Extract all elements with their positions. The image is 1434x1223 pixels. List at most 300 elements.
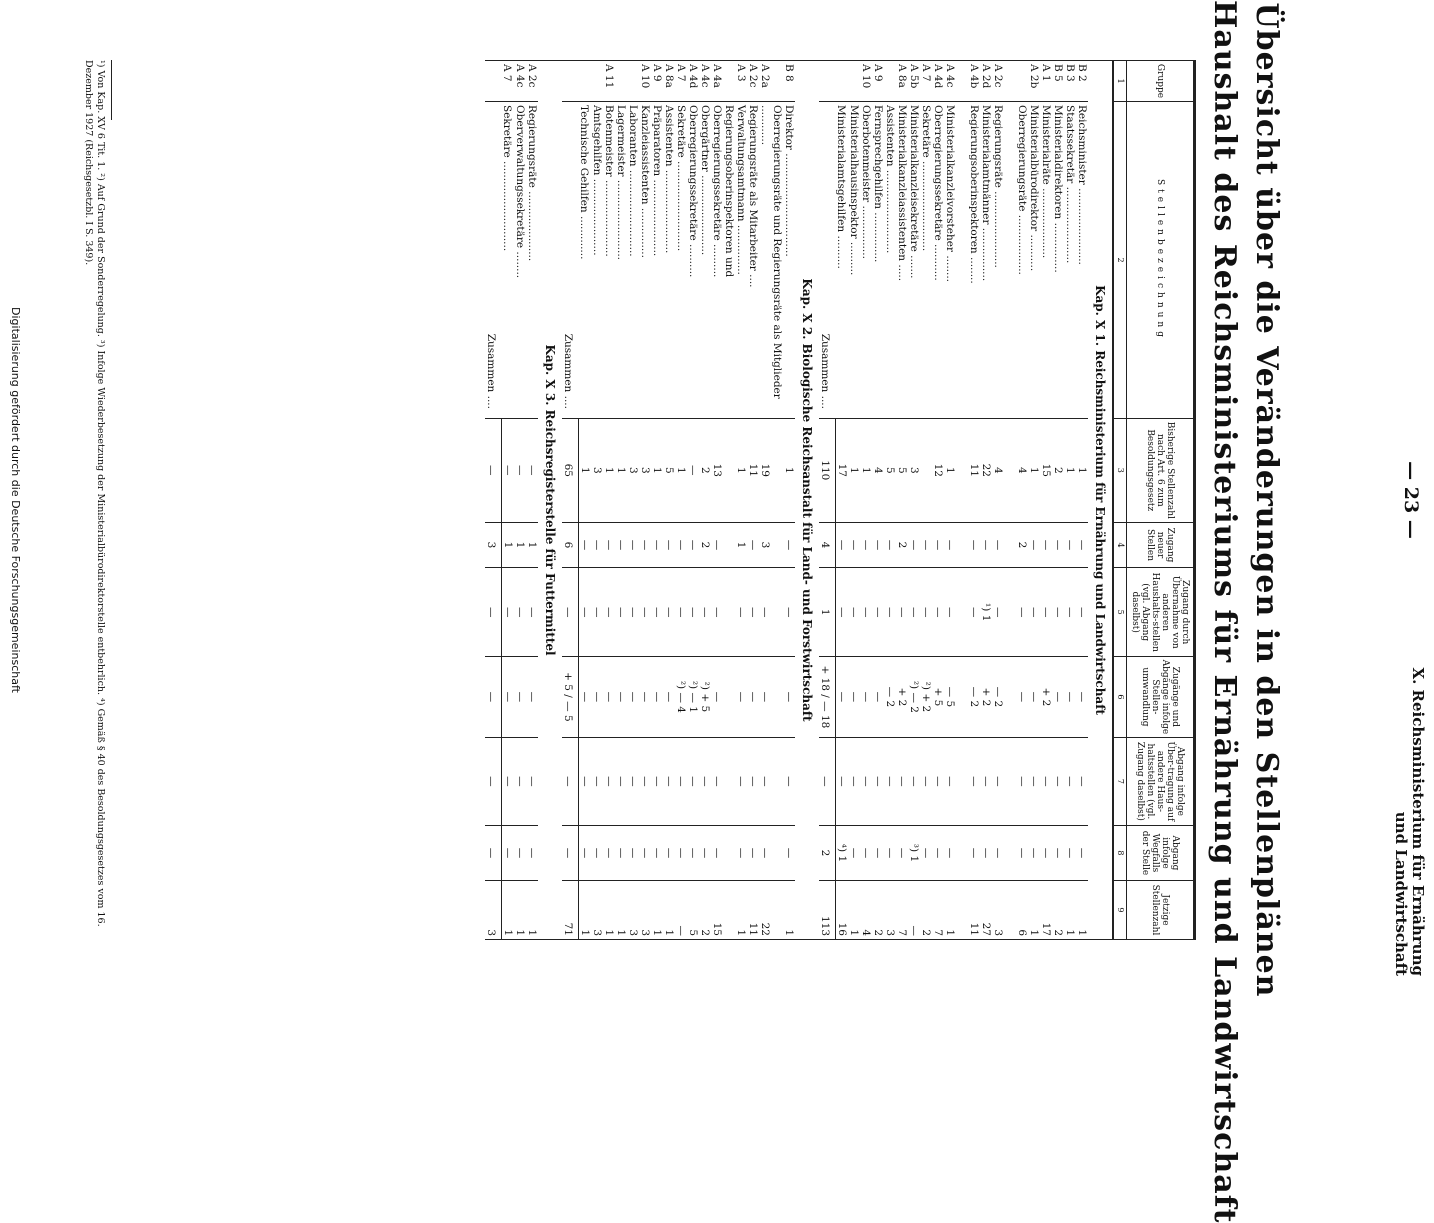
cell-jetzige: —	[675, 880, 687, 939]
cell-jetzige	[956, 880, 968, 939]
cell-bisherige: 12	[932, 419, 944, 523]
table-row	[896, 61, 908, 940]
cell-umwandlung: + 5	[932, 657, 944, 738]
cell-zugang-uebernahme: —	[896, 568, 908, 657]
sum-cell-abgang-wegfall: —	[562, 825, 579, 880]
table-row	[502, 61, 515, 940]
cell-zugang-uebernahme: —	[759, 568, 783, 657]
cell-umwandlung	[1004, 657, 1016, 738]
cell-abgang-uebertragung: —	[735, 737, 747, 825]
cell-gruppe: A 2c	[747, 61, 759, 102]
cell-bisherige: 11	[968, 419, 980, 523]
cell-abgang-wegfall: —	[980, 825, 992, 880]
cell-stellenbezeichnung: Ministerialhausinspektor ..........	[848, 102, 860, 419]
cell-abgang-wegfall: —	[1016, 825, 1028, 880]
cell-abgang-wegfall: —	[759, 825, 783, 880]
cell-abgang-wegfall: ³) 1	[908, 825, 920, 880]
cell-zugang-neu: —	[992, 522, 1004, 568]
cell-stellenbezeichnung: Staatssekretär .......................	[1064, 102, 1076, 419]
sum-row	[819, 61, 836, 940]
cell-jetzige: 2	[699, 880, 711, 939]
cell-jetzige: 1	[848, 880, 860, 939]
table-row	[1076, 61, 1088, 940]
cell-zugang-uebernahme: —	[747, 568, 759, 657]
cell-umwandlung: —	[1028, 657, 1040, 738]
cell-jetzige: 1	[615, 880, 627, 939]
cell-zugang-uebernahme: ¹) 1	[980, 568, 992, 657]
cell-zugang-neu: 2	[896, 522, 908, 568]
col-header-zugang-uebernahme: Zugang durch Übernahme von anderen Haushalts-stellen (vgl. Abgang daselbst)	[1127, 568, 1195, 657]
cell-jetzige: 1	[526, 880, 538, 939]
cell-stellenbezeichnung	[1004, 102, 1016, 419]
cell-abgang-uebertragung: —	[1064, 737, 1076, 825]
cell-zugang-neu: —	[908, 522, 920, 568]
table-row	[1040, 61, 1052, 940]
cell-abgang-uebertragung: —	[968, 737, 980, 825]
column-number: 5	[1113, 568, 1127, 657]
cell-gruppe: A 8a	[896, 61, 908, 102]
sum-cell-bisherige: —	[485, 419, 502, 523]
cell-jetzige: 3	[884, 880, 896, 939]
cell-abgang-wegfall: —	[579, 825, 592, 880]
cell-zugang-uebernahme: —	[848, 568, 860, 657]
cell-zugang-uebernahme: —	[579, 568, 592, 657]
running-head-line1: X. Reichsministerium für Ernährung	[1409, 667, 1427, 976]
table-row	[711, 61, 735, 940]
cell-abgang-wegfall: —	[1076, 825, 1088, 880]
cell-umwandlung: —	[711, 657, 735, 738]
cell-stellenbezeichnung: Direktor ...............................	[783, 102, 795, 419]
sum-cell-zugang-uebernahme: —	[485, 568, 502, 657]
cell-gruppe: B 5	[1052, 61, 1064, 102]
cell-zugang-uebernahme: —	[1040, 568, 1052, 657]
cell-bisherige: 5	[884, 419, 896, 523]
cell-abgang-uebertragung: —	[884, 737, 896, 825]
cell-zugang-neu: 2	[699, 522, 711, 568]
table-row	[908, 61, 920, 940]
cell-bisherige: 3	[908, 419, 920, 523]
cell-gruppe: A 2d	[980, 61, 992, 102]
cell-umwandlung: —	[735, 657, 747, 738]
col-header-stellenbezeichnung: Stellenbezeichnung	[1127, 102, 1195, 419]
cell-abgang-wegfall: —	[591, 825, 603, 880]
cell-jetzige: 3	[627, 880, 639, 939]
dfg-credit-line: Digitalisierung gefördert durch die Deutsche Forschungsgemeinschaft	[9, 307, 22, 693]
sum-cell-abgang-uebertragung: —	[485, 737, 502, 825]
cell-stellenbezeichnung: Amtsgehilfen .......................	[591, 102, 603, 419]
cell-zugang-neu: —	[627, 522, 639, 568]
table-row	[860, 61, 872, 940]
cell-umwandlung: —	[848, 657, 860, 738]
cell-abgang-uebertragung: —	[908, 737, 920, 825]
column-number: 8	[1113, 825, 1127, 880]
cell-abgang-uebertragung	[956, 737, 968, 825]
cell-stellenbezeichnung: Oberregierungssekretäre ...........	[932, 102, 944, 419]
sum-cell-jetzige: 3	[485, 880, 502, 939]
sum-cell-zugang-neu: 3	[485, 522, 502, 568]
cell-abgang-uebertragung: —	[627, 737, 639, 825]
cell-bisherige: 1	[735, 419, 747, 523]
cell-jetzige: 1	[783, 880, 795, 939]
cell-abgang-uebertragung: —	[920, 737, 932, 825]
cell-gruppe: A 10	[860, 61, 872, 102]
cell-umwandlung: ²) + 5	[699, 657, 711, 738]
cell-zugang-uebernahme: —	[884, 568, 896, 657]
table-row	[1064, 61, 1076, 940]
cell-zugang-neu: —	[675, 522, 687, 568]
cell-bisherige	[1004, 419, 1016, 523]
col-header-bisherige: Bisherige Stellenzahl nach Art. 6 zum Besoldungsgesetz	[1127, 419, 1195, 523]
cell-abgang-wegfall: —	[944, 825, 956, 880]
cell-umwandlung: ²) + 2	[920, 657, 932, 738]
cell-gruppe: B 8	[783, 61, 795, 102]
table-row	[968, 61, 980, 940]
kapitel-heading-row	[795, 61, 819, 940]
cell-gruppe: A 2b	[1028, 61, 1040, 102]
cell-abgang-wegfall: —	[514, 825, 526, 880]
cell-bisherige: 1	[848, 419, 860, 523]
cell-jetzige: 1	[944, 880, 956, 939]
sum-cell-abgang-uebertragung: —	[562, 737, 579, 825]
cell-zugang-neu: —	[860, 522, 872, 568]
cell-abgang-uebertragung: —	[932, 737, 944, 825]
cell-abgang-wegfall: —	[783, 825, 795, 880]
col-header-gruppe: Gruppe	[1127, 61, 1195, 102]
cell-gruppe	[615, 61, 627, 102]
cell-umwandlung: —	[1076, 657, 1088, 738]
cell-umwandlung: — 2	[884, 657, 896, 738]
cell-bisherige: 1	[615, 419, 627, 523]
cell-abgang-uebertragung: —	[1016, 737, 1028, 825]
cell-jetzige: 7	[896, 880, 908, 939]
cell-zugang-uebernahme: —	[1028, 568, 1040, 657]
cell-gruppe	[884, 61, 896, 102]
cell-zugang-uebernahme: —	[502, 568, 515, 657]
cell-jetzige: 3	[591, 880, 603, 939]
cell-stellenbezeichnung	[956, 102, 968, 419]
table-body	[485, 61, 1127, 940]
cell-umwandlung	[956, 657, 968, 738]
cell-stellenbezeichnung: Ministerialdirektoren ...............	[1052, 102, 1064, 419]
cell-stellenbezeichnung: Präparatoren .......................	[651, 102, 663, 419]
cell-zugang-uebernahme: —	[711, 568, 735, 657]
cell-stellenbezeichnung: Ministerialamtmänner ................	[980, 102, 992, 419]
cell-abgang-uebertragung: —	[1076, 737, 1088, 825]
sum-cell-bisherige: 65	[562, 419, 579, 523]
cell-gruppe: A 2a	[759, 61, 783, 102]
cell-stellenbezeichnung: Obergärtner ........................	[699, 102, 711, 419]
cell-zugang-neu	[1004, 522, 1016, 568]
table-row	[579, 61, 592, 940]
cell-gruppe	[591, 61, 603, 102]
cell-abgang-wegfall: —	[872, 825, 884, 880]
cell-bisherige: 4	[872, 419, 884, 523]
sum-cell-abgang-uebertragung: —	[819, 737, 836, 825]
cell-zugang-neu: —	[920, 522, 932, 568]
cell-stellenbezeichnung: Laboranten ..........................	[627, 102, 639, 419]
cell-abgang-wegfall: —	[932, 825, 944, 880]
cell-abgang-wegfall: —	[639, 825, 651, 880]
cell-umwandlung: —	[627, 657, 639, 738]
table-row	[663, 61, 675, 940]
cell-stellenbezeichnung: Oberregierungsräte ..................	[1016, 102, 1028, 419]
cell-zugang-neu: —	[639, 522, 651, 568]
cell-stellenbezeichnung: Regierungsräte .....................	[526, 102, 538, 419]
cell-abgang-uebertragung: —	[639, 737, 651, 825]
cell-zugang-neu: —	[980, 522, 992, 568]
cell-bisherige: 1	[1076, 419, 1088, 523]
cell-zugang-neu: —	[615, 522, 627, 568]
cell-abgang-wegfall: —	[1052, 825, 1064, 880]
cell-zugang-uebernahme: —	[639, 568, 651, 657]
cell-umwandlung: —	[639, 657, 651, 738]
cell-bisherige: 1	[944, 419, 956, 523]
cell-gruppe: A 4d	[687, 61, 699, 102]
cell-umwandlung: —	[1052, 657, 1064, 738]
cell-gruppe	[836, 61, 849, 102]
table-row	[872, 61, 884, 940]
cell-jetzige: 1	[603, 880, 615, 939]
cell-umwandlung: — 2	[968, 657, 980, 738]
cell-jetzige: 1	[1076, 880, 1088, 939]
table-row	[514, 61, 526, 940]
cell-jetzige: 27	[980, 880, 992, 939]
cell-jetzige: 1	[1028, 880, 1040, 939]
cell-gruppe	[579, 61, 592, 102]
cell-jetzige: 17	[1040, 880, 1052, 939]
cell-zugang-neu: —	[848, 522, 860, 568]
sum-cell-bisherige: 110	[819, 419, 836, 523]
cell-zugang-neu: —	[579, 522, 592, 568]
cell-jetzige: 7	[932, 880, 944, 939]
cell-umwandlung: —	[591, 657, 603, 738]
cell-gruppe: A 2c	[526, 61, 538, 102]
cell-zugang-uebernahme: —	[603, 568, 615, 657]
cell-jetzige: 22	[759, 880, 783, 939]
cell-bisherige: 1	[1028, 419, 1040, 523]
cell-umwandlung: — 5	[944, 657, 956, 738]
column-number: 2	[1113, 102, 1127, 419]
cell-zugang-neu: —	[711, 522, 735, 568]
cell-bisherige: 3	[627, 419, 639, 523]
cell-bisherige: 2	[699, 419, 711, 523]
table-row	[884, 61, 896, 940]
cell-bisherige: 1	[1064, 419, 1076, 523]
cell-bisherige: 1	[579, 419, 592, 523]
cell-jetzige: 5	[687, 880, 699, 939]
cell-abgang-wegfall: —	[884, 825, 896, 880]
cell-bisherige: —	[526, 419, 538, 523]
cell-zugang-uebernahme: —	[699, 568, 711, 657]
cell-jetzige: 2	[1052, 880, 1064, 939]
cell-abgang-uebertragung: —	[711, 737, 735, 825]
col-header-zugang-neu: Zugang neuer Stellen	[1127, 522, 1195, 568]
cell-umwandlung: ²) — 4	[675, 657, 687, 738]
cell-abgang-wegfall: —	[675, 825, 687, 880]
cell-zugang-uebernahme: —	[615, 568, 627, 657]
cell-abgang-uebertragung: —	[896, 737, 908, 825]
cell-abgang-uebertragung: —	[663, 737, 675, 825]
cell-abgang-uebertragung: —	[651, 737, 663, 825]
cell-zugang-neu: 3	[759, 522, 783, 568]
cell-gruppe: A 9	[651, 61, 663, 102]
cell-gruppe: A 8a	[663, 61, 675, 102]
cell-jetzige: 1	[663, 880, 675, 939]
table-row	[651, 61, 663, 940]
table-row	[675, 61, 687, 940]
cell-abgang-wegfall: —	[735, 825, 747, 880]
sum-label: Zusammen ....	[562, 333, 574, 409]
cell-umwandlung: —	[860, 657, 872, 738]
cell-zugang-uebernahme	[956, 568, 968, 657]
cell-zugang-uebernahme: —	[514, 568, 526, 657]
column-number: 7	[1113, 737, 1127, 825]
cell-stellenbezeichnung: Kanzleiassistenten ...............	[639, 102, 651, 419]
cell-abgang-wegfall: —	[711, 825, 735, 880]
cell-bisherige: 5	[663, 419, 675, 523]
cell-abgang-wegfall	[1004, 825, 1016, 880]
cell-umwandlung: —	[603, 657, 615, 738]
cell-umwandlung: —	[663, 657, 675, 738]
cell-stellenbezeichnung: Technische Gehilfen .............	[579, 102, 592, 419]
cell-abgang-wegfall: —	[603, 825, 615, 880]
table-row	[747, 61, 759, 940]
cell-stellenbezeichnung: Regierungsoberinspektoren ........	[968, 102, 980, 419]
cell-umwandlung: + 2	[896, 657, 908, 738]
cell-zugang-uebernahme: —	[1076, 568, 1088, 657]
cell-abgang-wegfall: —	[747, 825, 759, 880]
cell-stellenbezeichnung: Ministerialkanzleisekretäre .......	[908, 102, 920, 419]
cell-abgang-wegfall: —	[1040, 825, 1052, 880]
cell-stellenbezeichnung: Sekretäre ...........................	[920, 102, 932, 419]
cell-umwandlung: —	[1064, 657, 1076, 738]
cell-abgang-uebertragung: —	[747, 737, 759, 825]
cell-zugang-neu: —	[603, 522, 615, 568]
cell-bisherige: 15	[1040, 419, 1052, 523]
cell-gruppe: A 4d	[932, 61, 944, 102]
page-title: Übersicht über die Veränderungen in den Stellenplänen	[1249, 2, 1284, 998]
cell-jetzige: 11	[968, 880, 980, 939]
table-row	[759, 61, 783, 940]
table-row	[992, 61, 1004, 940]
sum-cell-zugang-neu: 4	[819, 522, 836, 568]
sum-cell-abgang-wegfall: —	[485, 825, 502, 880]
kapitel-heading-row	[538, 61, 562, 940]
cell-abgang-uebertragung	[1004, 737, 1016, 825]
cell-zugang-neu: —	[836, 522, 849, 568]
table-row	[920, 61, 932, 940]
cell-zugang-neu: —	[1064, 522, 1076, 568]
cell-zugang-uebernahme: —	[968, 568, 980, 657]
cell-abgang-wegfall: —	[1028, 825, 1040, 880]
cell-umwandlung: — 2	[992, 657, 1004, 738]
cell-zugang-neu: 1	[735, 522, 747, 568]
cell-gruppe: B 3	[1064, 61, 1076, 102]
table-row	[980, 61, 992, 940]
cell-gruppe: A 7	[675, 61, 687, 102]
cell-stellenbezeichnung: Regierungsoberinspektoren und Oberregierungssekretäre ..........	[711, 102, 735, 419]
column-number: 3	[1113, 419, 1127, 523]
cell-bisherige: 4	[992, 419, 1004, 523]
cell-zugang-neu: —	[783, 522, 795, 568]
table-row	[639, 61, 651, 940]
cell-abgang-uebertragung: —	[1040, 737, 1052, 825]
cell-abgang-wegfall: —	[615, 825, 627, 880]
sum-cell-zugang-uebernahme: —	[562, 568, 579, 657]
cell-umwandlung: —	[502, 657, 515, 738]
table-row	[735, 61, 747, 940]
cell-jetzige: 1	[502, 880, 515, 939]
cell-gruppe: A 1	[1040, 61, 1052, 102]
sum-cell-umwandlung: —	[485, 657, 502, 738]
cell-abgang-uebertragung: —	[860, 737, 872, 825]
cell-zugang-uebernahme: —	[1016, 568, 1028, 657]
cell-abgang-wegfall: —	[663, 825, 675, 880]
table-row	[699, 61, 711, 940]
cell-gruppe: A 4c	[944, 61, 956, 102]
cell-bisherige: 1	[860, 419, 872, 523]
sum-cell-jetzige: 71	[562, 880, 579, 939]
cell-gruppe: A 4c	[514, 61, 526, 102]
kapitel-title: Kap. X 2. Biologische Reichsanstalt für Land- und Forstwirtschaft	[795, 61, 819, 940]
table-row	[591, 61, 603, 940]
cell-zugang-uebernahme: —	[836, 568, 849, 657]
cell-stellenbezeichnung: Verwaltungsamtmann ...............	[735, 102, 747, 419]
column-number: 9	[1113, 880, 1127, 939]
cell-zugang-neu: 1	[526, 522, 538, 568]
cell-abgang-wegfall: —	[687, 825, 699, 880]
cell-bisherige: 2	[1052, 419, 1064, 523]
cell-gruppe: A 9	[872, 61, 884, 102]
cell-zugang-uebernahme: —	[908, 568, 920, 657]
cell-bisherige: 13	[711, 419, 735, 523]
cell-stellenbezeichnung: Ministerialräte .....................	[1040, 102, 1052, 419]
cell-bisherige	[920, 419, 932, 523]
cell-stellenbezeichnung: Ministerialamtsgehilfen ..........	[836, 102, 849, 419]
cell-abgang-uebertragung: —	[615, 737, 627, 825]
cell-zugang-uebernahme: —	[687, 568, 699, 657]
col-header-umwandlung: Zugänge und Abgänge infolge Stellen-umwandlung	[1127, 657, 1195, 738]
cell-bisherige: 3	[591, 419, 603, 523]
cell-gruppe: A 4b	[968, 61, 980, 102]
cell-abgang-wegfall: —	[699, 825, 711, 880]
cell-bisherige: 11	[747, 419, 759, 523]
cell-stellenbezeichnung: Regierungsräte .......................	[992, 102, 1004, 419]
cell-abgang-wegfall: —	[627, 825, 639, 880]
sum-cell-abgang-wegfall: 2	[819, 825, 836, 880]
cell-abgang-uebertragung: —	[526, 737, 538, 825]
cell-jetzige: 1	[651, 880, 663, 939]
cell-abgang-uebertragung: —	[502, 737, 515, 825]
cell-jetzige: 1	[1064, 880, 1076, 939]
cell-zugang-uebernahme: —	[1064, 568, 1076, 657]
cell-bisherige: 17	[836, 419, 849, 523]
cell-abgang-wegfall: —	[848, 825, 860, 880]
cell-jetzige: 6	[1016, 880, 1028, 939]
table-row	[687, 61, 699, 940]
sum-cell-zugang-neu: 6	[562, 522, 579, 568]
cell-abgang-wegfall: —	[992, 825, 1004, 880]
cell-abgang-uebertragung: —	[783, 737, 795, 825]
cell-zugang-neu: —	[1052, 522, 1064, 568]
cell-zugang-neu: —	[872, 522, 884, 568]
cell-bisherige: 22	[980, 419, 992, 523]
cell-abgang-wegfall: ⁴) 1	[836, 825, 849, 880]
column-number-row	[1113, 61, 1127, 940]
cell-jetzige: 11	[747, 880, 759, 939]
cell-gruppe: A 11	[603, 61, 615, 102]
cell-bisherige: 3	[639, 419, 651, 523]
